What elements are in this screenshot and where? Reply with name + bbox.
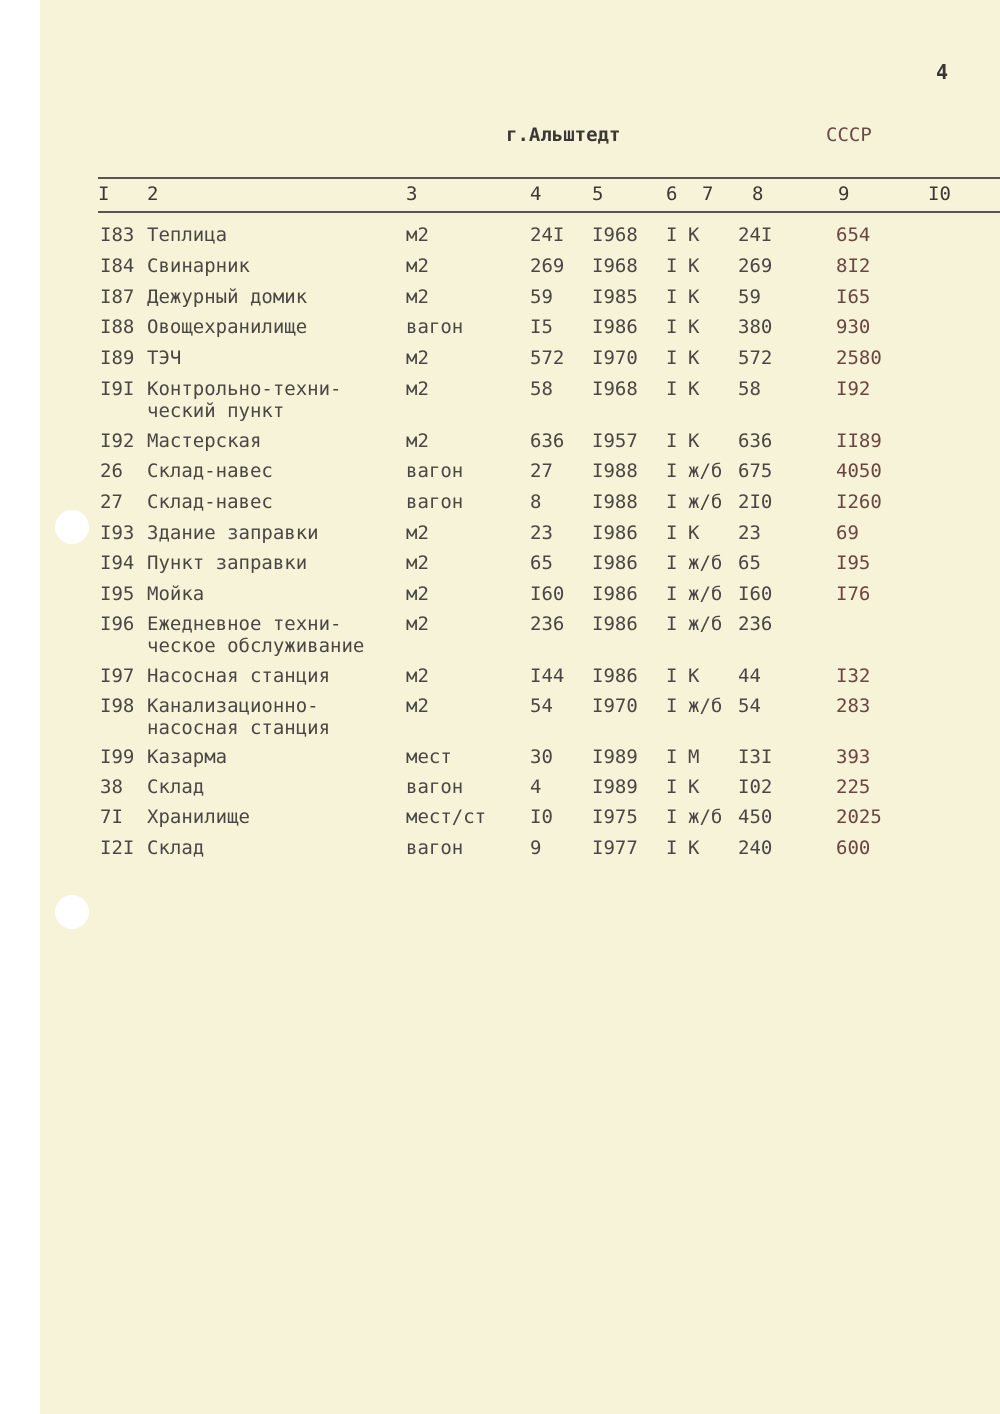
row-name: Дежурный домик bbox=[147, 286, 308, 308]
row-unit: м2 bbox=[406, 552, 429, 574]
row-year: I986 bbox=[592, 552, 638, 574]
row-col9: 2025 bbox=[836, 806, 882, 828]
row-col7: ж/б bbox=[688, 806, 723, 828]
row-col6: I bbox=[666, 286, 678, 308]
column-header-5: 5 bbox=[592, 183, 604, 205]
row-year: I986 bbox=[592, 316, 638, 338]
document-page bbox=[40, 0, 1000, 1414]
row-quantity: 24I bbox=[530, 224, 565, 246]
row-year: I986 bbox=[592, 665, 638, 687]
row-number: I93 bbox=[100, 522, 135, 544]
row-quantity: 65 bbox=[530, 552, 553, 574]
table-row bbox=[40, 583, 1000, 611]
row-name-continued: ческое обслуживание bbox=[147, 635, 365, 657]
table-row bbox=[40, 695, 1000, 739]
row-quantity: I60 bbox=[530, 583, 565, 605]
row-year: I970 bbox=[592, 695, 638, 717]
row-col7: К bbox=[688, 255, 700, 277]
table-row bbox=[40, 491, 1000, 519]
table-row bbox=[40, 522, 1000, 550]
table-row bbox=[40, 665, 1000, 693]
row-col8: 59 bbox=[738, 286, 761, 308]
row-year: I989 bbox=[592, 776, 638, 798]
row-col9: I65 bbox=[836, 286, 871, 308]
row-quantity: 30 bbox=[530, 746, 553, 768]
row-unit: м2 bbox=[406, 224, 429, 246]
header-country: СССР bbox=[826, 124, 872, 146]
row-number: I96 bbox=[100, 613, 135, 635]
row-col9: 600 bbox=[836, 837, 871, 859]
row-name: Мастерская bbox=[147, 430, 262, 452]
row-col9: I95 bbox=[836, 552, 871, 574]
row-col6: I bbox=[666, 491, 678, 513]
row-name: Свинарник bbox=[147, 255, 250, 277]
row-quantity: I0 bbox=[530, 806, 553, 828]
row-col6: I bbox=[666, 837, 678, 859]
row-unit: м2 bbox=[406, 286, 429, 308]
row-col9: 4050 bbox=[836, 460, 882, 482]
row-number: I83 bbox=[100, 224, 135, 246]
row-year: I968 bbox=[592, 378, 638, 400]
row-col8: 675 bbox=[738, 460, 773, 482]
row-col7: ж/б bbox=[688, 491, 723, 513]
row-number: 27 bbox=[100, 491, 123, 513]
row-quantity: 8 bbox=[530, 491, 542, 513]
row-col7: ж/б bbox=[688, 552, 723, 574]
row-quantity: 23 bbox=[530, 522, 553, 544]
row-col8: 572 bbox=[738, 347, 773, 369]
row-year: I957 bbox=[592, 430, 638, 452]
row-unit: вагон bbox=[406, 776, 464, 798]
row-name-continued: насосная станция bbox=[147, 717, 331, 739]
row-year: I988 bbox=[592, 460, 638, 482]
row-col9: I260 bbox=[836, 491, 882, 513]
row-unit: вагон bbox=[406, 491, 464, 513]
row-quantity: 236 bbox=[530, 613, 565, 635]
row-name: Здание заправки bbox=[147, 522, 319, 544]
row-quantity: 58 bbox=[530, 378, 553, 400]
row-col8: 65 bbox=[738, 552, 761, 574]
row-unit: м2 bbox=[406, 695, 429, 717]
row-col6: I bbox=[666, 460, 678, 482]
row-col7: К bbox=[688, 316, 700, 338]
row-quantity: 269 bbox=[530, 255, 565, 277]
row-quantity: 572 bbox=[530, 347, 565, 369]
row-col8: I3I bbox=[738, 746, 773, 768]
row-col7: К bbox=[688, 430, 700, 452]
table-row bbox=[40, 255, 1000, 283]
row-number: I92 bbox=[100, 430, 135, 452]
column-header-10: I0 bbox=[928, 183, 951, 205]
table-row bbox=[40, 286, 1000, 314]
punch-hole bbox=[55, 895, 89, 929]
row-number: I84 bbox=[100, 255, 135, 277]
row-col7: К bbox=[688, 776, 700, 798]
row-col8: 240 bbox=[738, 837, 773, 859]
column-header-4: 4 bbox=[530, 183, 542, 205]
row-col7: К bbox=[688, 286, 700, 308]
table-row bbox=[40, 347, 1000, 375]
table-row bbox=[40, 378, 1000, 422]
table-row bbox=[40, 776, 1000, 804]
table-row bbox=[40, 224, 1000, 252]
table-row bbox=[40, 552, 1000, 580]
row-year: I968 bbox=[592, 255, 638, 277]
row-year: I977 bbox=[592, 837, 638, 859]
row-col8: 636 bbox=[738, 430, 773, 452]
row-col6: I bbox=[666, 806, 678, 828]
row-unit: м2 bbox=[406, 378, 429, 400]
row-number: I88 bbox=[100, 316, 135, 338]
row-number: I97 bbox=[100, 665, 135, 687]
row-col6: I bbox=[666, 522, 678, 544]
row-col7: К bbox=[688, 224, 700, 246]
row-name: Канализационно- bbox=[147, 695, 319, 717]
row-col7: К bbox=[688, 347, 700, 369]
row-name: Насосная станция bbox=[147, 665, 331, 687]
row-col6: I bbox=[666, 378, 678, 400]
row-col6: I bbox=[666, 430, 678, 452]
row-col9: 8I2 bbox=[836, 255, 871, 277]
row-col9: I92 bbox=[836, 378, 871, 400]
row-number: 38 bbox=[100, 776, 123, 798]
row-number: 7I bbox=[100, 806, 123, 828]
row-name: Теплица bbox=[147, 224, 228, 246]
page-number: 4 bbox=[936, 60, 949, 84]
header-city: г.Альштедт bbox=[506, 124, 621, 146]
row-col8: 54 bbox=[738, 695, 761, 717]
row-col9: I76 bbox=[836, 583, 871, 605]
row-name: Овощехранилище bbox=[147, 316, 308, 338]
column-header-9: 9 bbox=[838, 183, 850, 205]
row-year: I989 bbox=[592, 746, 638, 768]
row-unit: м2 bbox=[406, 347, 429, 369]
row-col8: 24I bbox=[738, 224, 773, 246]
row-year: I970 bbox=[592, 347, 638, 369]
row-year: I988 bbox=[592, 491, 638, 513]
row-number: I99 bbox=[100, 746, 135, 768]
row-name: Контрольно-техни- bbox=[147, 378, 342, 400]
table-row bbox=[40, 806, 1000, 834]
row-col8: I60 bbox=[738, 583, 773, 605]
row-col8: 236 bbox=[738, 613, 773, 635]
column-header-1: I bbox=[98, 183, 110, 205]
column-header-6: 6 bbox=[666, 183, 678, 205]
row-col6: I bbox=[666, 695, 678, 717]
row-unit: мест/ст bbox=[406, 806, 487, 828]
column-header-7: 7 bbox=[702, 183, 714, 205]
row-name: Склад bbox=[147, 837, 205, 859]
row-year: I975 bbox=[592, 806, 638, 828]
row-year: I986 bbox=[592, 583, 638, 605]
row-col9: 69 bbox=[836, 522, 859, 544]
row-quantity: 59 bbox=[530, 286, 553, 308]
row-name-continued: ческий пункт bbox=[147, 400, 285, 422]
column-header-3: 3 bbox=[406, 183, 418, 205]
row-unit: м2 bbox=[406, 522, 429, 544]
row-year: I985 bbox=[592, 286, 638, 308]
row-name: Хранилище bbox=[147, 806, 250, 828]
row-quantity: 4 bbox=[530, 776, 542, 798]
row-col9: II89 bbox=[836, 430, 882, 452]
row-col9: 225 bbox=[836, 776, 871, 798]
row-number: I89 bbox=[100, 347, 135, 369]
row-quantity: 636 bbox=[530, 430, 565, 452]
row-col7: ж/б bbox=[688, 613, 723, 635]
row-col8: 2I0 bbox=[738, 491, 773, 513]
row-name: Склад bbox=[147, 776, 205, 798]
row-col6: I bbox=[666, 347, 678, 369]
row-col7: ж/б bbox=[688, 460, 723, 482]
row-col6: I bbox=[666, 316, 678, 338]
column-header-8: 8 bbox=[752, 183, 764, 205]
row-year: I968 bbox=[592, 224, 638, 246]
row-unit: вагон bbox=[406, 316, 464, 338]
row-number: I98 bbox=[100, 695, 135, 717]
table-row bbox=[40, 837, 1000, 865]
row-unit: вагон bbox=[406, 837, 464, 859]
row-col6: I bbox=[666, 583, 678, 605]
row-col6: I bbox=[666, 224, 678, 246]
row-number: I95 bbox=[100, 583, 135, 605]
row-col8: 269 bbox=[738, 255, 773, 277]
column-header-2: 2 bbox=[147, 183, 159, 205]
row-col7: М bbox=[688, 746, 700, 768]
table-row bbox=[40, 613, 1000, 657]
row-col7: К bbox=[688, 522, 700, 544]
row-quantity: 27 bbox=[530, 460, 553, 482]
row-col9: 930 bbox=[836, 316, 871, 338]
row-col7: К bbox=[688, 665, 700, 687]
row-col7: К bbox=[688, 837, 700, 859]
row-col9: I32 bbox=[836, 665, 871, 687]
row-unit: м2 bbox=[406, 430, 429, 452]
row-col8: I02 bbox=[738, 776, 773, 798]
row-name: Склад-навес bbox=[147, 491, 273, 513]
row-unit: м2 bbox=[406, 255, 429, 277]
row-number: I2I bbox=[100, 837, 135, 859]
row-unit: м2 bbox=[406, 665, 429, 687]
row-name: Пункт заправки bbox=[147, 552, 308, 574]
row-col8: 44 bbox=[738, 665, 761, 687]
table-header-rule bbox=[98, 211, 1000, 213]
row-number: 26 bbox=[100, 460, 123, 482]
row-col7: ж/б bbox=[688, 695, 723, 717]
row-year: I986 bbox=[592, 613, 638, 635]
row-col6: I bbox=[666, 552, 678, 574]
table-row bbox=[40, 460, 1000, 488]
row-col6: I bbox=[666, 613, 678, 635]
row-name: Казарма bbox=[147, 746, 228, 768]
row-number: I9I bbox=[100, 378, 135, 400]
table-row bbox=[40, 316, 1000, 344]
row-quantity: 54 bbox=[530, 695, 553, 717]
row-col7: ж/б bbox=[688, 583, 723, 605]
row-quantity: I44 bbox=[530, 665, 565, 687]
table-row bbox=[40, 746, 1000, 774]
row-col7: К bbox=[688, 378, 700, 400]
row-col6: I bbox=[666, 746, 678, 768]
row-number: I87 bbox=[100, 286, 135, 308]
row-unit: вагон bbox=[406, 460, 464, 482]
row-col6: I bbox=[666, 665, 678, 687]
row-name: ТЭЧ bbox=[147, 347, 182, 369]
row-quantity: 9 bbox=[530, 837, 542, 859]
row-year: I986 bbox=[592, 522, 638, 544]
row-col9: 393 bbox=[836, 746, 871, 768]
row-col6: I bbox=[666, 776, 678, 798]
row-number: I94 bbox=[100, 552, 135, 574]
row-col9: 2580 bbox=[836, 347, 882, 369]
row-name: Мойка bbox=[147, 583, 205, 605]
row-col8: 450 bbox=[738, 806, 773, 828]
row-col8: 23 bbox=[738, 522, 761, 544]
table-row bbox=[40, 430, 1000, 458]
row-unit: м2 bbox=[406, 583, 429, 605]
row-unit: мест bbox=[406, 746, 452, 768]
row-unit: м2 bbox=[406, 613, 429, 635]
row-col9: 283 bbox=[836, 695, 871, 717]
row-col9: 654 bbox=[836, 224, 871, 246]
row-name: Ежедневное техни- bbox=[147, 613, 342, 635]
row-col8: 380 bbox=[738, 316, 773, 338]
row-quantity: I5 bbox=[530, 316, 553, 338]
row-name: Склад-навес bbox=[147, 460, 273, 482]
row-col8: 58 bbox=[738, 378, 761, 400]
row-col6: I bbox=[666, 255, 678, 277]
table-top-rule bbox=[98, 177, 1000, 179]
